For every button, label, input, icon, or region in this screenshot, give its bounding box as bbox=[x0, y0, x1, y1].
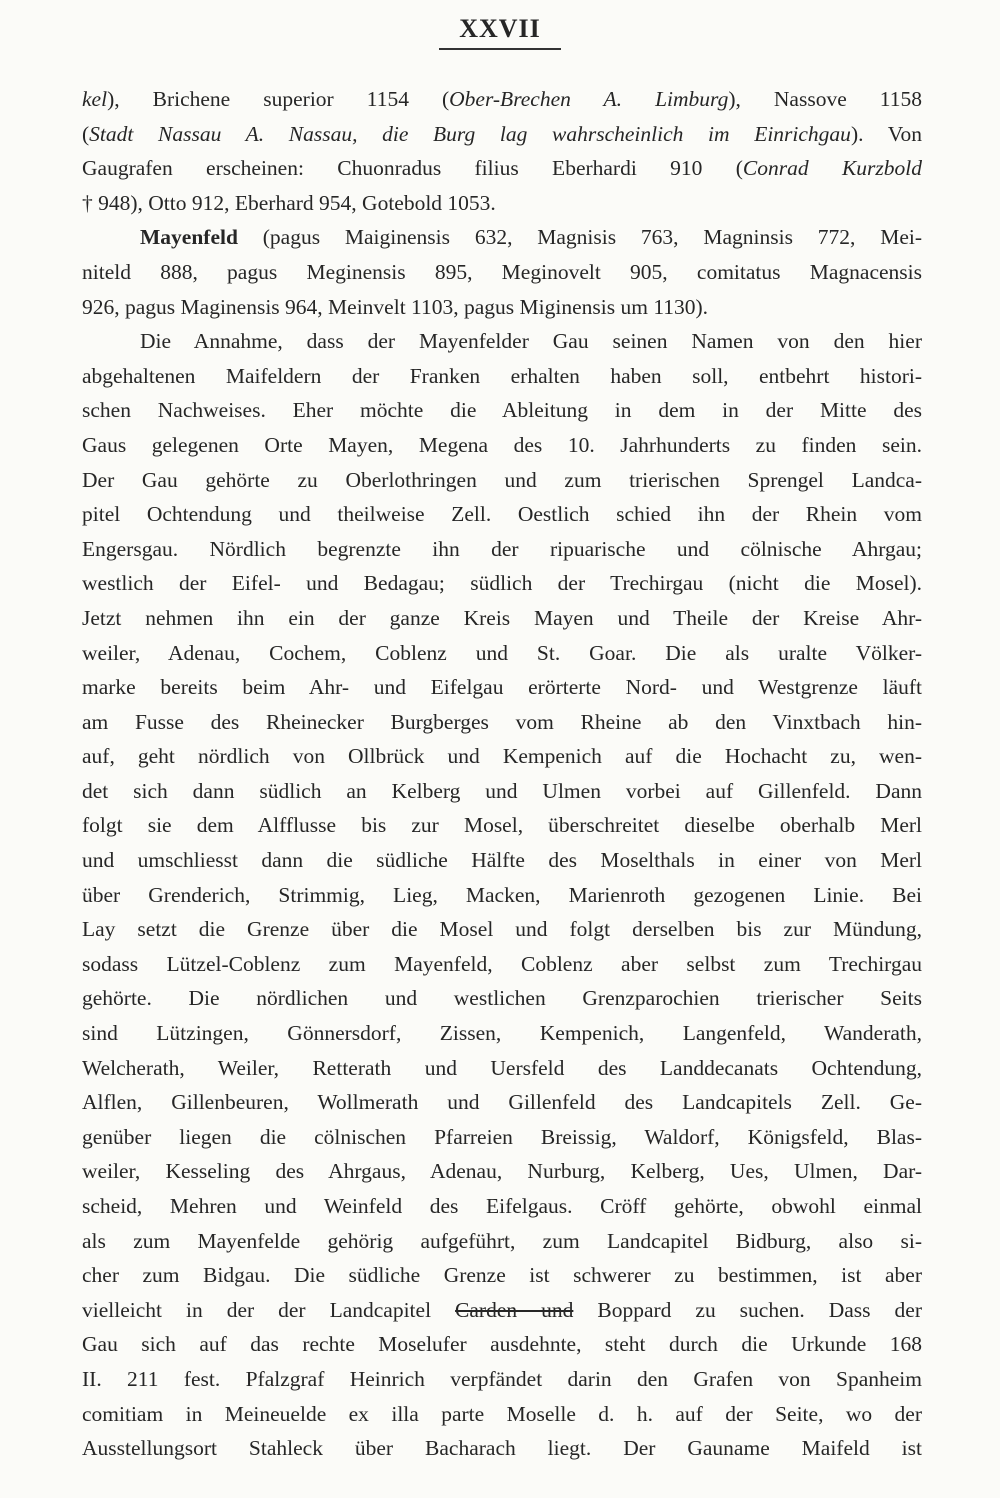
text-line: II. 211 fest. Pfalzgraf Heinrich verpfändet darin den Grafen von Spanheim bbox=[82, 1366, 922, 1391]
text-line: gehörte. Die nördlichen und westlichen Grenzparochien trierischer Seits bbox=[82, 986, 922, 1011]
text-line: kel), Brichene superior 1154 (Ober-Brechen A. Limburg), Nassove 1158 bbox=[82, 87, 922, 111]
text-line: 926, pagus Maginensis 964, Meinvelt 1103, pagus Miginensis um 1130). bbox=[82, 294, 709, 319]
text-line: † 948), Otto 912, Eberhard 954, Gotebold 1053. bbox=[82, 190, 496, 215]
text-line: Der Gau gehörte zu Oberlothringen und zum trierischen Sprengel Landca- bbox=[82, 467, 922, 492]
text-line: Gaugrafen erscheinen: Chuonradus filius Eberhardi 910 (Conrad Kurzbold bbox=[82, 156, 922, 181]
section-heading-line: Mayenfeld (pagus Maiginensis 632, Magnisis 763, Magninsis 772, Mei- bbox=[140, 225, 922, 250]
text-line: am Fusse des Rheinecker Burgberges vom Rheine ab den Vinxtbach hin- bbox=[82, 709, 922, 734]
text-line: abgehaltenen Maifeldern der Franken erhalten haben soll, entbehrt histori- bbox=[82, 363, 922, 388]
text-line: folgt sie dem Alfflusse bis zur Mosel, überschreitet dieselbe oberhalb Merl bbox=[82, 813, 922, 838]
text-line: als zum Mayenfelde gehörig aufgeführt, zum Landcapitel Bidburg, also si- bbox=[82, 1228, 922, 1253]
text-line: Gau sich auf das rechte Moselufer ausdehnte, steht durch die Urkunde 168 bbox=[82, 1332, 922, 1357]
text-line: comitiam in Meineuelde ex illa parte Moselle d. h. auf der Seite, wo der bbox=[82, 1401, 922, 1426]
text-line: über Grenderich, Strimmig, Lieg, Macken, Marienroth gezogenen Linie. Bei bbox=[82, 882, 922, 907]
text-line: Die Annahme, dass der Mayenfelder Gau seinen Namen von den hier bbox=[140, 329, 922, 354]
text-line: Jetzt nehmen ihn ein der ganze Kreis Mayen und Theile der Kreise Ahr- bbox=[82, 605, 922, 630]
text-line: schen Nachweises. Eher möchte die Ableitung in dem in der Mitte des bbox=[82, 398, 922, 423]
text-line: det sich dann südlich an Kelberg und Ulmen vorbei auf Gillenfeld. Dann bbox=[82, 778, 922, 803]
text-line: Engersgau. Nördlich begrenzte ihn der ripuarische und cölnische Ahrgau; bbox=[82, 536, 922, 561]
text-line: sind Lützingen, Gönnersdorf, Zissen, Kempenich, Langenfeld, Wanderath, bbox=[82, 1021, 922, 1046]
text-line: und umschliesst dann die südliche Hälfte des Moselthals in einer von Merl bbox=[82, 848, 922, 873]
text-line: niteld 888, pagus Meginensis 895, Meginovelt 905, comitatus Magnacensis bbox=[82, 259, 922, 284]
section-heading: Mayenfeld bbox=[140, 225, 238, 250]
text-line: cher zum Bidgau. Die südliche Grenze ist schwerer zu bestimmen, ist aber bbox=[82, 1263, 922, 1288]
body-text bbox=[82, 82, 922, 1466]
text-line: Gaus gelegenen Orte Mayen, Megena des 10. Jahrhunderts zu finden sein. bbox=[82, 432, 922, 457]
text-line: westlich der Eifel- und Bedagau; südlich der Trechirgau (nicht die Mosel). bbox=[82, 571, 922, 596]
text-line: weiler, Kesseling des Ahrgaus, Adenau, Nurburg, Kelberg, Ues, Ulmen, Dar- bbox=[82, 1159, 922, 1184]
text-line: Lay setzt die Grenze über die Mosel und folgt derselben bis zur Mündung, bbox=[82, 917, 922, 942]
text-line: marke bereits beim Ahr- und Eifelgau erörterte Nord- und Westgrenze läuft bbox=[82, 675, 922, 700]
header-rule bbox=[439, 48, 561, 50]
page-number: XXVII bbox=[459, 14, 541, 43]
text-line: Alflen, Gillenbeuren, Wollmerath und Gillenfeld des Landcapitels Zell. Ge- bbox=[82, 1090, 922, 1115]
text-line: sodass Lützel-Coblenz zum Mayenfeld, Coblenz aber selbst zum Trechirgau bbox=[82, 951, 922, 976]
text-line: (Stadt Nassau A. Nassau, die Burg lag wahrscheinlich im Einrichgau). Von bbox=[82, 121, 922, 146]
text-line: pitel Ochtendung und theilweise Zell. Oestlich schied ihn der Rhein vom bbox=[82, 502, 922, 527]
text-line: genüber liegen die cölnischen Pfarreien Breissig, Waldorf, Königsfeld, Blas- bbox=[82, 1124, 922, 1149]
text-line: scheid, Mehren und Weinfeld des Eifelgaus. Cröff gehörte, obwohl einmal bbox=[82, 1194, 922, 1218]
text-line: vielleicht in der der Landcapitel Carden und Boppard zu suchen. Dass der bbox=[82, 1297, 922, 1322]
text-line: Ausstellungsort Stahleck über Bacharach liegt. Der Gauname Maifeld ist bbox=[82, 1436, 922, 1461]
text-line: Welcherath, Weiler, Retterath und Uersfeld des Landdecanats Ochtendung, bbox=[82, 1055, 922, 1080]
text-line: auf, geht nördlich von Ollbrück und Kempenich auf die Hochacht zu, wen- bbox=[82, 744, 922, 769]
struck-text: Carden und bbox=[455, 1297, 574, 1322]
text-line: weiler, Adenau, Cochem, Coblenz und St. Goar. Die als uralte Völker- bbox=[82, 640, 922, 665]
page-header bbox=[0, 14, 1000, 50]
